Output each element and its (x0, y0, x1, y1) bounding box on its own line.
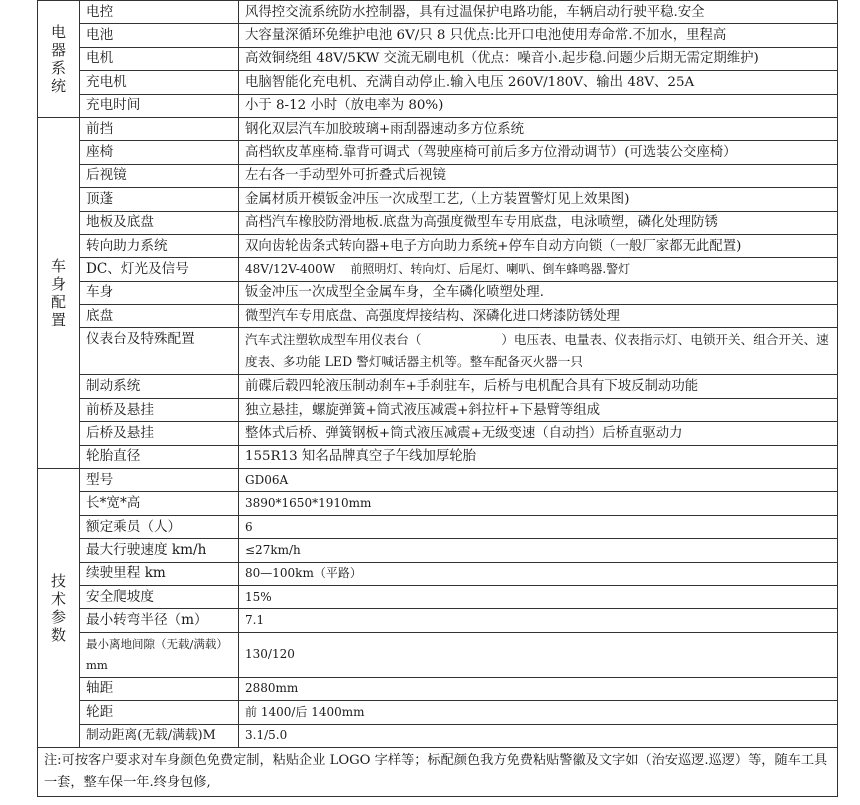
table-row (38, 539, 838, 562)
table-row (38, 94, 838, 117)
item-value: 大容量深循环免维护电池 6V/只 8 只优点:比开口电池使用寿命常.不加水，里程高 (239, 24, 838, 47)
table-row (38, 747, 838, 796)
item-value: 金属材质开模钣金冲压一次成型工艺,（上方装置警灯见上效果图) (239, 188, 838, 211)
item-value: 钢化双层汽车加胶玻璃+雨刮器速动多方位系统 (239, 117, 838, 140)
item-value: 高档汽车橡胶防滑地板.底盘为高强度微型车专用底盘，电泳喷塑，磷化处理防锈 (239, 211, 838, 234)
item-value: 3.1/5.0 (239, 724, 838, 747)
table-row (38, 305, 838, 328)
spec-table (37, 0, 838, 797)
table-row (38, 632, 838, 677)
table-row (38, 677, 838, 700)
item-value: 6 (239, 515, 838, 538)
item-value: 微型汽车专用底盘、高强度焊接结构、深磷化进口烤漆防锈处理 (239, 305, 838, 328)
item-label: 仪表台及特殊配置 (80, 328, 239, 375)
item-label: 座椅 (80, 141, 239, 164)
item-value: 130/120 (239, 632, 838, 677)
item-value: 前碟后毂四轮液压制动刹车+手刹驻车，后桥与电机配合具有下坡反制动功能 (239, 375, 838, 398)
table-row (38, 1, 838, 24)
item-label: 电控 (80, 1, 239, 24)
item-value (239, 328, 838, 375)
item-label: 续驶里程 km (80, 562, 239, 585)
item-value: 整体式后桥、弹簧钢板+筒式液压减震+无级变速（自动挡）后桥直驱动力 (239, 422, 838, 445)
item-value: 7.1 (239, 609, 838, 632)
category-body: 车身配置 (38, 117, 80, 468)
item-value: 48V/12V-400W 前照明灯、转向灯、后尾灯、喇叭、倒车蜂鸣器.警灯 (239, 258, 838, 281)
item-label: 轮胎直径 (80, 445, 239, 468)
item-label: 最大行驶速度 km/h (80, 539, 239, 562)
item-label: 充电时间 (80, 94, 239, 117)
table-row (38, 47, 838, 70)
table-row (38, 117, 838, 140)
item-label: 后视镜 (80, 164, 239, 187)
item-label: 转向助力系统 (80, 234, 239, 257)
table-row (38, 398, 838, 421)
item-label: 后桥及悬挂 (80, 422, 239, 445)
item-label: 底盘 (80, 305, 239, 328)
item-value: ≤27km/h (239, 539, 838, 562)
item-value: 155R13 知名品牌真空子午线加厚轮胎 (239, 445, 838, 468)
item-value: 前 1400/后 1400mm (239, 701, 838, 724)
item-label: 轴距 (80, 677, 239, 700)
item-value: 高档软皮革座椅.靠背可调式（驾驶座椅可前后多方位滑动调节）(可选装公交座椅） (239, 141, 838, 164)
item-label: 车身 (80, 281, 239, 304)
item-value: 小于 8-12 小时（放电率为 80%) (239, 94, 838, 117)
item-label: 安全爬坡度 (80, 585, 239, 608)
item-value: 独立悬挂，螺旋弹簧+筒式液压减震+斜拉杆+下悬臂等组成 (239, 398, 838, 421)
table-row (38, 71, 838, 94)
item-value: 80—100km（平路） (239, 562, 838, 585)
item-value: 15% (239, 585, 838, 608)
table-row (38, 562, 838, 585)
item-label: 轮距 (80, 701, 239, 724)
item-label: 地板及底盘 (80, 211, 239, 234)
dashboard-value-prefix: 汽车式注塑软成型车用仪表台（ (245, 332, 422, 348)
item-value: 双向齿轮齿条式转向器+电子方向助力系统+停车自动方向锁（一般厂家都无此配置) (239, 234, 838, 257)
table-row (38, 492, 838, 515)
item-value: 2880mm (239, 677, 838, 700)
category-electrical: 电器系统 (38, 1, 80, 118)
table-row (38, 164, 838, 187)
item-value: 风得控交流系统防水控制器，具有过温保护电路功能，车辆启动行驶平稳.安全 (239, 1, 838, 24)
item-label: 顶蓬 (80, 188, 239, 211)
item-label: 前桥及悬挂 (80, 398, 239, 421)
table-row (38, 515, 838, 538)
table-row (38, 234, 838, 257)
table-row (38, 24, 838, 47)
dashboard-value-suffix: ）电压表、电量表、仪表指示灯、电锁开关、组合开关、速度表、多功能 LED 警灯喊话器主机等。整车配备灭火器一只 (245, 332, 829, 370)
table-row (38, 258, 838, 281)
item-label: 电池 (80, 24, 239, 47)
item-label: 制动系统 (80, 375, 239, 398)
table-row (38, 585, 838, 608)
table-row (38, 141, 838, 164)
table-row (38, 375, 838, 398)
item-value: GD06A (239, 469, 838, 492)
spec-sheet (37, 0, 837, 797)
table-row (38, 281, 838, 304)
item-value: 电脑智能化充电机、充满自动停止.输入电压 260V/180V、输出 48V、25A (239, 71, 838, 94)
item-value: 左右各一手动型外可折叠式后视镜 (239, 164, 838, 187)
item-label: 长*宽*高 (80, 492, 239, 515)
table-row (38, 701, 838, 724)
table-row (38, 469, 838, 492)
item-label: 前挡 (80, 117, 239, 140)
table-row (38, 188, 838, 211)
item-label: 最小转弯半径（m） (80, 609, 239, 632)
item-label: 制动距离(无载/满载)M (80, 724, 239, 747)
table-row (38, 422, 838, 445)
table-row (38, 609, 838, 632)
item-value: 钣金冲压一次成型全金属车身，全车磷化喷塑处理. (239, 281, 838, 304)
table-row (38, 211, 838, 234)
category-tech: 技术参数 (38, 469, 80, 748)
item-value: 高效铜绕组 48V/5KW 交流无刷电机（优点：噪音小.起步稳.问题少后期无需定期维护) (239, 47, 838, 70)
item-label: 最小离地间隙（无载/满载）mm (80, 632, 239, 677)
item-label: 型号 (80, 469, 239, 492)
footer-note: 注:可按客户要求对车身颜色免费定制，粘贴企业 LOGO 字样等；标配颜色我方免费粘贴警徽及文字如（治安巡逻.巡逻）等，随车工具一套，整车保一年.终身包修, (38, 747, 838, 796)
redacted-area (421, 330, 501, 344)
item-value: 3890*1650*1910mm (239, 492, 838, 515)
table-row (38, 328, 838, 375)
table-row (38, 445, 838, 468)
item-label: 额定乘员（人） (80, 515, 239, 538)
item-label: DC、灯光及信号 (80, 258, 239, 281)
item-label: 电机 (80, 47, 239, 70)
table-row (38, 724, 838, 747)
item-label: 充电机 (80, 71, 239, 94)
